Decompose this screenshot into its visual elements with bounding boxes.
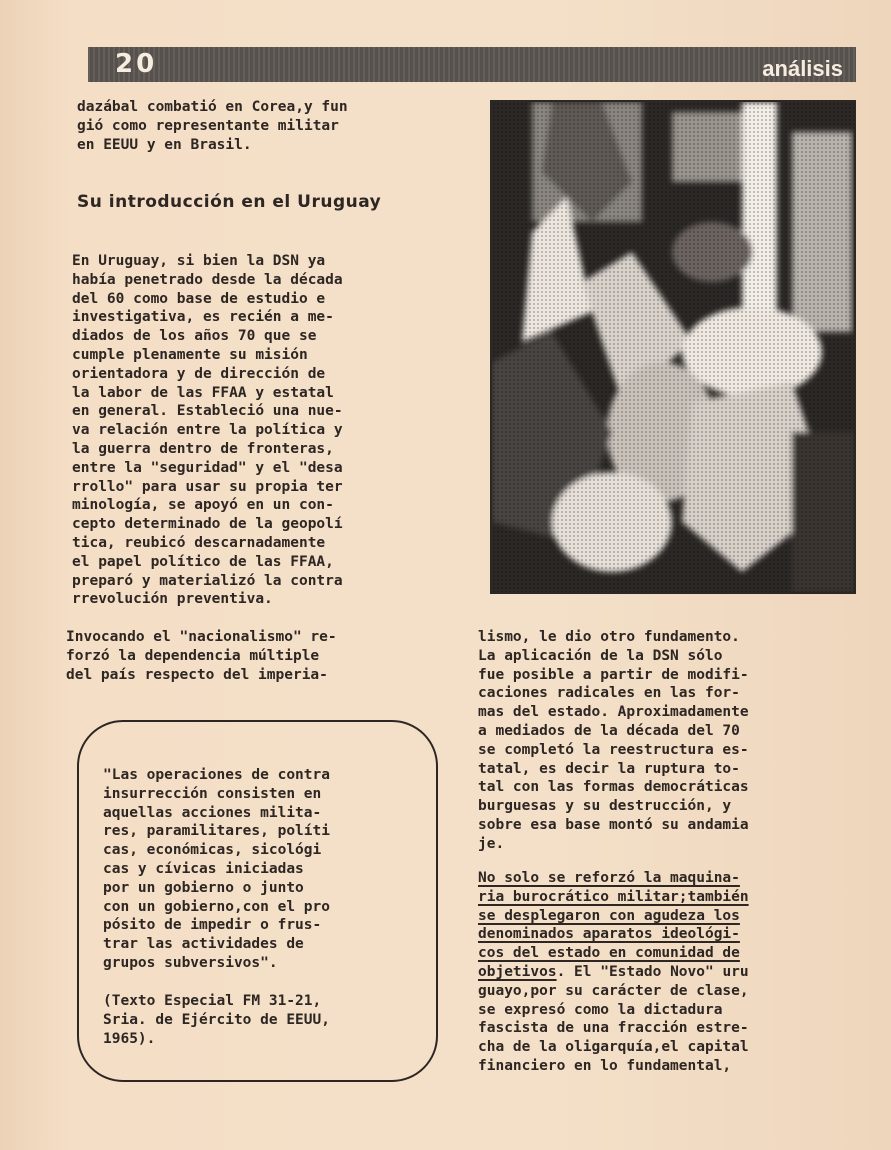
text-line: se expresó como la dictadura [478,1001,723,1018]
text-line: en general. Estableció una nue- [72,403,343,420]
text-line: investigativa, es recién a me- [72,309,334,326]
photo-image [492,102,854,592]
text-line: fascista de una fracción estre- [478,1020,749,1037]
text-line: tal con las formas democráticas [478,779,749,796]
quote-line: con un gobierno,con el pro [103,898,330,915]
text-line: dazábal combatió en Corea,y fun [77,99,348,115]
text-line: a mediados de la década del 70 [478,722,740,739]
text-line: En Uruguay, si bien la DSN ya [72,253,326,269]
text-line: lismo, le dio otro fundamento. [478,629,740,645]
text-line: tica, reubicó descarnadamente [72,534,326,551]
citation-line: 1965). [103,1030,156,1047]
quote-line: por un gobierno o junto [103,879,304,896]
text-line: fue posible a partir de modifi- [478,666,749,683]
intro-paragraph [77,98,445,154]
text-line: La aplicación de la DSN sólo [478,647,723,664]
halftone-photo [490,100,856,594]
quote-citation [103,992,411,1048]
quote-line: cas y cívicas iniciadas [103,860,304,877]
text-line: cepto determinado de la geopolí [72,516,343,533]
text-line: entre la "seguridad" y el "desa [72,459,343,476]
quote-line: insurrección consisten en [103,785,322,802]
section-name: análisis [762,56,843,81]
mixed-line [478,963,842,982]
text-line: rrollo" para usar su propia ter [72,478,343,495]
quote-line: trar las actividades de [103,936,304,953]
quote-line: pósito de impedir o frus- [103,917,322,934]
text-line: va relación entre la política y [72,422,343,439]
citation-line: (Texto Especial FM 31-21, [103,993,322,1009]
underlined-line: denominados aparatos ideológi- [478,926,740,943]
text-line: tatal, es decir la ruptura to- [478,760,740,777]
text-line: caciones radicales en las for- [478,685,740,702]
text-line: diados de los años 70 que se [72,328,317,345]
underlined-line: cos del estado en comunidad de [478,945,740,962]
text-line: del 60 como base de estudio e [72,290,326,307]
text-line: guayo,por su carácter de clase, [478,982,749,999]
text-line: cumple plenamente su misión [72,346,308,363]
text-line: orientadora y de dirección de [72,365,326,382]
text-line: sobre esa base montó su andamia [478,816,749,833]
text-line: preparó y materializó la contra [72,572,343,589]
text-line: minología, se apoyó en un con- [72,497,334,514]
text-line: Invocando el "nacionalismo" re- [66,629,337,645]
quote-line: cas, económicas, sicológi [103,842,322,859]
text-line: mas del estado. Aproximadamente [478,704,749,721]
text-line: se completó la reestructura es- [478,741,749,758]
text-line: financiero en lo fundamental, [478,1057,732,1074]
text-line: la labor de las FFAA y estatal [72,384,334,401]
line-rest: . El "Estado Novo" uru [556,963,749,980]
quote-line: "Las operaciones de contra [103,767,330,783]
text-line: había penetrado desde la década [72,271,343,288]
section-heading: Su introducción en el Uruguay [77,192,382,212]
page-number: 20 [115,49,158,79]
text-line: el papel político de las FFAA, [72,553,334,570]
quote-line: res, paramilitares, políti [103,823,330,840]
text-line: forzó la dependencia múltiple [66,647,320,664]
citation-line: Sria. de Ejército de EEUU, [103,1011,330,1028]
quote-text [103,766,411,973]
paragraph-maquinaria [478,869,842,1076]
text-line: en EEUU y en Brasil. [77,136,252,153]
text-line: la guerra dentro de fronteras, [72,440,334,457]
paragraph-aplicacion [478,628,842,854]
text-line: gió como representante militar [77,117,339,134]
header-bar [88,47,856,82]
underlined-line: se desplegaron con agudeza los [478,907,740,924]
paragraph-uruguay [72,252,440,609]
underlined-line: No solo se reforzó la maquina- [478,870,740,886]
text-line: cha de la oligarquía,el capital [478,1039,749,1056]
text-line: burguesas y su destrucción, y [478,798,732,815]
text-line: rrevolución preventiva. [72,591,273,608]
text-line: del país respecto del imperia- [66,666,328,683]
quote-line: aquellas acciones milita- [103,804,322,821]
text-line: je. [478,835,505,852]
quote-line: grupos subversivos". [103,954,278,971]
paragraph-nacionalismo [66,628,436,684]
underlined-word: objetivos [478,963,557,980]
underlined-line: ria burocrático militar;también [478,888,749,905]
